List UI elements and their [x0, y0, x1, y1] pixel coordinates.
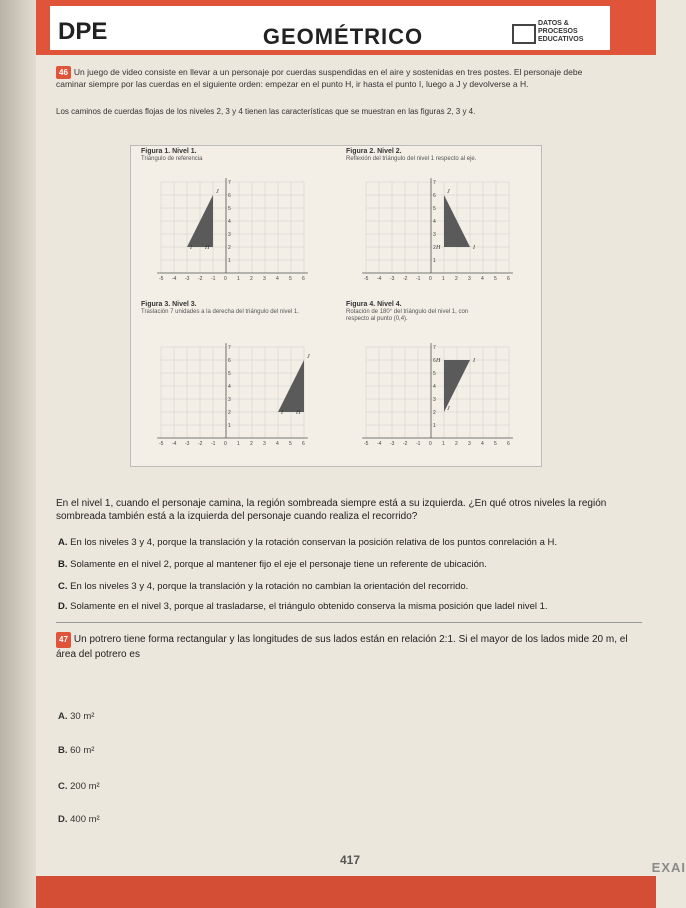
figure-2-title: Figura 2. Nivel 2. — [346, 148, 402, 155]
question-number-47: 47 — [56, 632, 71, 648]
y-tick-label: 4 — [228, 219, 231, 225]
question-47-text: Un potrero tiene forma rectangular y las longitudes de sus lados están en relación 2:1. Si el mayor de los lados mide 20 m, el área del potrero es — [56, 634, 628, 660]
logo-line-3: EDUCATIVOS — [538, 36, 584, 43]
book-gutter — [0, 0, 36, 908]
option-a-letter: A. — [58, 537, 68, 548]
figure-2-plane — [346, 168, 536, 293]
x-tick-label: 6 — [302, 441, 305, 447]
y-tick-label: 2 — [433, 410, 436, 416]
option-a[interactable] — [58, 537, 618, 548]
x-tick-label: 2 — [250, 276, 253, 282]
x-tick-label: -5 — [364, 441, 369, 447]
x-tick-label: 1 — [442, 441, 445, 447]
x-tick-label: 6 — [507, 441, 510, 447]
page-number: 417 — [340, 853, 361, 867]
y-tick-label: 5 — [228, 206, 231, 212]
y-tick-label: 5 — [228, 371, 231, 377]
x-tick-label: -2 — [403, 441, 408, 447]
point-label: J — [447, 406, 450, 412]
x-tick-label: 6 — [302, 276, 305, 282]
x-tick-label: 4 — [481, 441, 484, 447]
option-c-text: En los niveles 3 y 4, porque la translación y la rotación no cambian la orientación del recorrido. — [70, 581, 469, 592]
x-tick-label: 5 — [289, 276, 292, 282]
x-tick-label: 0 — [224, 276, 227, 282]
y-tick-label: 6 — [228, 358, 231, 364]
x-tick-label: -3 — [390, 276, 395, 282]
y-tick-label: 3 — [433, 397, 436, 403]
y-tick-label: 7 — [228, 345, 231, 351]
x-tick-label: 6 — [507, 276, 510, 282]
point-label: I — [473, 245, 475, 251]
figures-panel — [130, 145, 542, 467]
y-tick-label: 2 — [433, 245, 436, 251]
q47-option-a[interactable] — [58, 711, 94, 722]
figure-4-subtitle: Rotación de 180° del triángulo del nivel 1, con respecto al punto (0,4). — [346, 309, 469, 322]
option-d[interactable] — [58, 601, 618, 612]
q47-option-d-letter: D. — [58, 814, 68, 825]
x-tick-label: 2 — [455, 441, 458, 447]
option-c[interactable] — [58, 581, 618, 592]
y-tick-label: 7 — [433, 345, 436, 351]
q47-option-b-letter: B. — [58, 745, 68, 756]
x-tick-label: 0 — [224, 441, 227, 447]
point-label: J — [307, 354, 310, 360]
point-label: H — [436, 245, 441, 251]
x-tick-label: 2 — [250, 441, 253, 447]
question-stem: En el nivel 1, cuando el personaje camina, la región sombreada siempre está a su izquierda. ¿En qué otros niveles la región sombreada también está a la izquierda del personaje cuando realiza el recorrido? — [56, 498, 607, 522]
option-b-letter: B. — [58, 559, 68, 570]
q47-option-c-text: 200 m² — [70, 781, 100, 792]
x-tick-label: 5 — [494, 441, 497, 447]
x-tick-label: -4 — [377, 276, 382, 282]
figure-4-title: Figura 4. Nivel 4. — [346, 301, 402, 308]
option-a-text: En los niveles 3 y 4, porque la translación y la rotación conservan la posición relativa de los puntos conrelación a H. — [70, 537, 558, 548]
x-tick-label: -5 — [364, 276, 369, 282]
q47-option-d[interactable] — [58, 814, 100, 825]
x-tick-label: 4 — [276, 441, 279, 447]
x-tick-label: 1 — [237, 276, 240, 282]
y-tick-label: 4 — [433, 219, 436, 225]
x-tick-label: -3 — [185, 441, 190, 447]
x-tick-label: -1 — [211, 441, 216, 447]
q47-option-a-text: 30 m² — [70, 711, 95, 722]
option-d-text: Solamente en el nivel 3, porque al trasladarse, el triángulo obtenido conserva la misma posición que ladel nivel 1. — [70, 601, 548, 612]
x-tick-label: 3 — [263, 441, 266, 447]
x-tick-label: 0 — [429, 441, 432, 447]
q47-option-b-text: 60 m² — [70, 745, 95, 756]
option-b[interactable] — [58, 559, 618, 570]
header-center-title: GEOMÉTRICO — [262, 24, 424, 49]
corner-text: EXAI — [651, 860, 686, 875]
y-tick-label: 6 — [433, 193, 436, 199]
x-tick-label: 3 — [263, 276, 266, 282]
x-tick-label: 4 — [276, 276, 279, 282]
point-label: H — [436, 358, 441, 364]
point-label: H — [296, 410, 301, 416]
option-b-text: Solamente en el nivel 2, porque al mantener fijo el eje el personaje tiene un referente de ubicación. — [70, 559, 487, 570]
question-46-text: Un juego de video consiste en llevar a un personaje por cuerdas suspendidas en el aire y sostenidas en tres postes. El personaje debe caminar siempre por las cuerdas en el siguiente orden: empezar en el punto H, ir hasta el punto I, luego a J y devolverse a H. — [56, 67, 583, 89]
point-label: I — [473, 358, 475, 364]
point-label: H — [205, 245, 210, 251]
x-tick-label: 3 — [468, 276, 471, 282]
x-tick-label: -3 — [185, 276, 190, 282]
footer-band — [36, 876, 656, 908]
x-tick-label: 2 — [455, 276, 458, 282]
figure-4 — [346, 301, 536, 461]
x-tick-label: -4 — [172, 276, 177, 282]
option-d-letter: D. — [58, 601, 68, 612]
point-label: J — [447, 189, 450, 195]
y-tick-label: 5 — [433, 206, 436, 212]
y-tick-label: 6 — [433, 358, 436, 364]
q47-option-a-letter: A. — [58, 711, 68, 722]
y-tick-label: 5 — [433, 371, 436, 377]
logo — [512, 20, 588, 44]
x-tick-label: 5 — [494, 276, 497, 282]
x-tick-label: 4 — [481, 276, 484, 282]
x-tick-label: -4 — [172, 441, 177, 447]
q47-option-b[interactable] — [58, 745, 94, 756]
x-tick-label: -1 — [211, 276, 216, 282]
x-tick-label: 0 — [429, 276, 432, 282]
figures-intro: Los caminos de cuerdas flojas de los niveles 2, 3 y 4 tienen las características que se muestran en las figuras 2, 3 y 4. — [56, 107, 476, 116]
question-number-46: 46 — [56, 66, 71, 79]
figure-3-subtitle: Traslación 7 unidades a la derecha del triángulo del nivel 1. — [141, 309, 299, 315]
y-tick-label: 1 — [433, 258, 436, 264]
x-tick-label: 1 — [442, 276, 445, 282]
x-tick-label: -2 — [403, 276, 408, 282]
y-tick-label: 1 — [228, 258, 231, 264]
figure-1-plane — [141, 168, 331, 293]
figure-1-subtitle: Triángulo de referencia — [141, 156, 203, 162]
y-tick-label: 6 — [228, 193, 231, 199]
figure-2 — [346, 148, 536, 298]
x-tick-label: -1 — [416, 441, 421, 447]
question-divider — [56, 622, 642, 623]
figure-4-plane — [346, 333, 536, 458]
figure-3 — [141, 301, 331, 461]
x-tick-label: -2 — [198, 441, 203, 447]
x-tick-label: -5 — [159, 441, 164, 447]
q47-option-c[interactable] — [58, 781, 100, 792]
y-tick-label: 3 — [433, 232, 436, 238]
point-label: I — [281, 410, 283, 416]
y-tick-label: 7 — [433, 180, 436, 186]
x-tick-label: -4 — [377, 441, 382, 447]
x-tick-label: -2 — [198, 276, 203, 282]
y-tick-label: 3 — [228, 232, 231, 238]
y-tick-label: 4 — [433, 384, 436, 390]
y-tick-label: 4 — [228, 384, 231, 390]
y-tick-label: 7 — [228, 180, 231, 186]
point-label: J — [216, 189, 219, 195]
figure-1 — [141, 148, 331, 298]
figure-3-plane — [141, 333, 331, 458]
question-47 — [56, 632, 642, 662]
logo-line-1: DATOS & — [538, 20, 569, 27]
question-46 — [56, 66, 596, 90]
q47-option-c-letter: C. — [58, 781, 68, 792]
logo-icon — [512, 24, 536, 44]
q47-option-d-text: 400 m² — [70, 814, 100, 825]
x-tick-label: 3 — [468, 441, 471, 447]
x-tick-label: -5 — [159, 276, 164, 282]
logo-line-2: PROCESOS — [538, 28, 578, 35]
x-tick-label: -1 — [416, 276, 421, 282]
x-tick-label: -3 — [390, 441, 395, 447]
x-tick-label: 5 — [289, 441, 292, 447]
option-c-letter: C. — [58, 581, 68, 592]
y-tick-label: 1 — [228, 423, 231, 429]
x-tick-label: 1 — [237, 441, 240, 447]
y-tick-label: 2 — [228, 410, 231, 416]
header-left-title: DPE — [58, 18, 108, 45]
point-label: I — [190, 245, 192, 251]
figure-2-subtitle: Reflexión del triángulo del nivel 1 respecto al eje. — [346, 156, 477, 162]
y-tick-label: 2 — [228, 245, 231, 251]
y-tick-label: 1 — [433, 423, 436, 429]
figure-1-title: Figura 1. Nivel 1. — [141, 148, 197, 155]
figure-3-title: Figura 3. Nivel 3. — [141, 301, 197, 308]
y-tick-label: 3 — [228, 397, 231, 403]
